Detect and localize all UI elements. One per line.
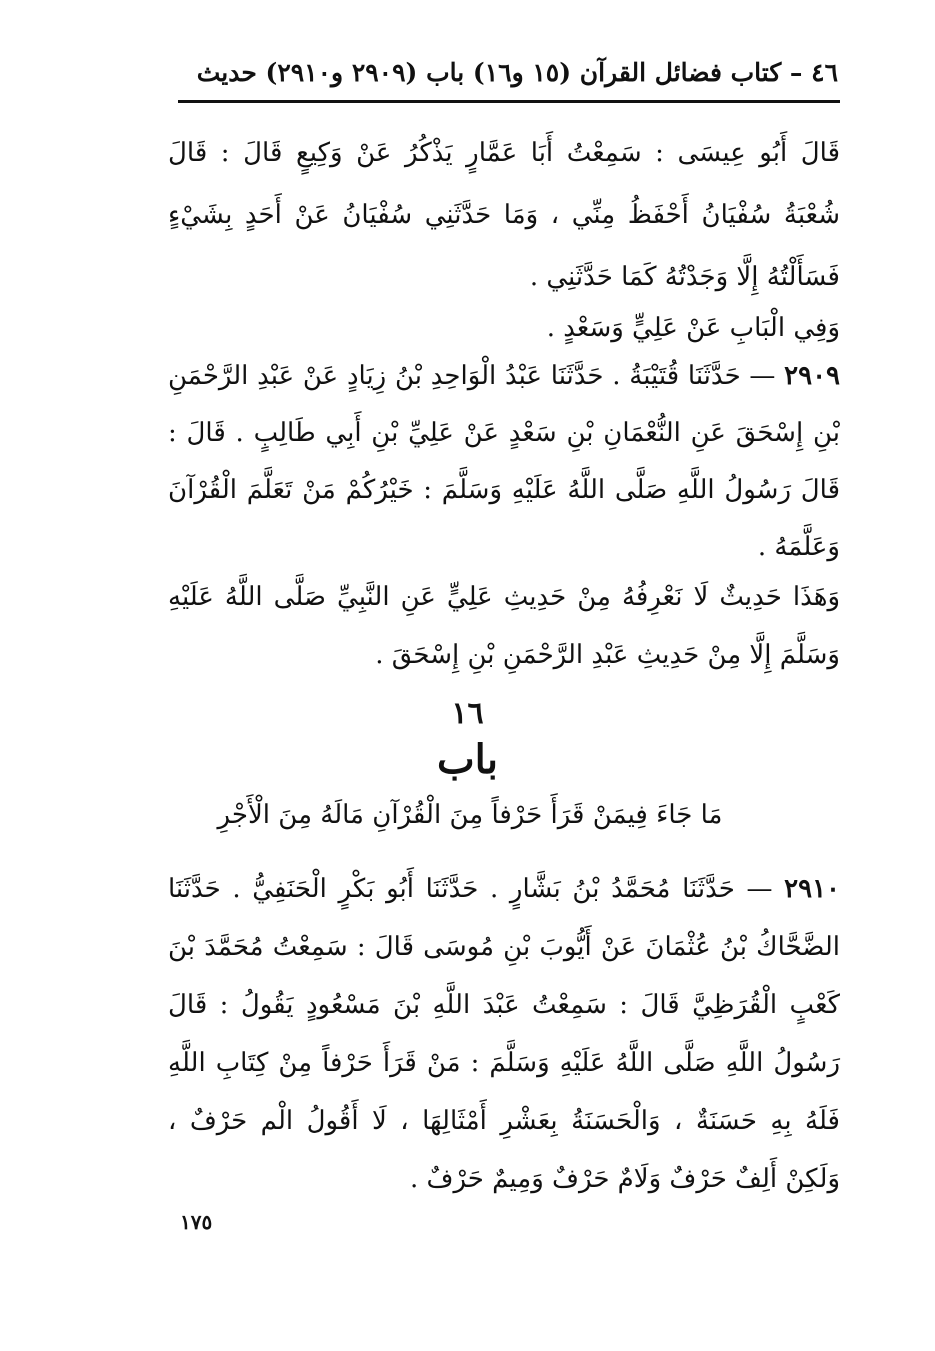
paragraph-fil-bab: وَفِي الْبَابِ عَنْ عَلِيٍّ وَسَعْدٍ . [546,313,840,343]
hadith-2910 [168,860,840,1208]
hadith-number: ٢٩٠٩ [784,361,840,391]
paragraph-grading: وَهَذَا حَدِيثٌ لَا نَعْرِفُهُ مِنْ حَدِيثِ عَلِيٍّ عَنِ النَّبِيِّ صَلَّى اللَّهُ عَلَيْهِ وَسَلَّمَ إِلَّا مِنْ حَدِيثِ عَبْدِ الرَّحْمَنِ بْنِ إِسْحَقَ . [168,582,840,670]
header-rule [178,100,840,103]
running-header: ٤٦ – كتاب فضائل القرآن (١٥ و١٦) باب (٢٩٠٩ و٢٩١٠) حديث [196,58,838,87]
hadith-2909 [168,348,840,576]
paragraph-abu-isa-comment: قَالَ أَبُو عِيسَى : سَمِعْتُ أَبَا عَمَّارٍ يَذْكُرُ عَنْ وَكِيعٍ قَالَ : قَالَ شُعْبَةُ سُفْيَانُ أَحْفَظُ مِنِّي ، وَمَا حَدَّثَنِي سُفْيَانُ عَنْ أَحَدٍ بِشَيْءٍ فَسَأَلْتُهُ إِلَّا وَجَدْتُهُ كَمَا حَدَّثَنِي . [168,138,840,292]
page-number: ١٧٥ [180,1210,213,1234]
hadith-number: ٢٩١٠ [784,874,840,904]
hadith-text: — حَدَّثَنَا قُتَيْبَةُ . حَدَّثَنَا عَبْدُ الْوَاحِدِ بْنُ زِيَادٍ عَنْ عَبْدِ الرَّحْمَنِ بْنِ إِسْحَقَ عَنِ النُّعْمَانِ بْنِ سَعْدٍ عَنْ عَلِيِّ بْنِ أَبِي طَالِبٍ . قَالَ : قَالَ رَسُولُ اللَّهِ صَلَّى اللَّهُ عَلَيْهِ وَسَلَّمَ : خَيْرُكُمْ مَنْ تَعَلَّمَ الْقُرْآنَ وَعَلَّمَهُ . [168,361,840,562]
chapter-title: مَا جَاءَ فِيمَنْ قَرَأَ حَرْفاً مِنَ الْقُرْآنِ مَالَهُ مِنَ الْأَجْرِ [217,800,723,830]
chapter-number: ١٦ [451,696,484,731]
hadith-text: — حَدَّثَنَا مُحَمَّدُ بْنُ بَشَّارٍ . حَدَّثَنَا أَبُو بَكْرٍ الْحَنَفِيُّ . حَدَّثَنَا الضَّحَّاكُ بْنُ عُثْمَانَ عَنْ أَيُّوبَ بْنِ مُوسَى قَالَ : سَمِعْتُ مُحَمَّدَ بْنَ كَعْبٍ الْقُرَظِيَّ قَالَ : سَمِعْتُ عَبْدَ اللَّهِ بْنَ مَسْعُودٍ يَقُولُ : قَالَ رَسُولُ اللَّهِ صَلَّى اللَّهُ عَلَيْهِ وَسَلَّمَ : مَنْ قَرَأَ حَرْفاً مِنْ كِتَابِ اللَّهِ فَلَهُ بِهِ حَسَنَةٌ ، وَالْحَسَنَةُ بِعَشْرِ أَمْثَالِهَا ، لَا أَقُولُ الْم حَرْفٌ ، وَلَكِنْ أَلِفٌ حَرْفٌ وَلَامٌ حَرْفٌ وَمِيمٌ حَرْفٌ . [168,874,840,1194]
chapter-heading: باب [437,736,498,783]
